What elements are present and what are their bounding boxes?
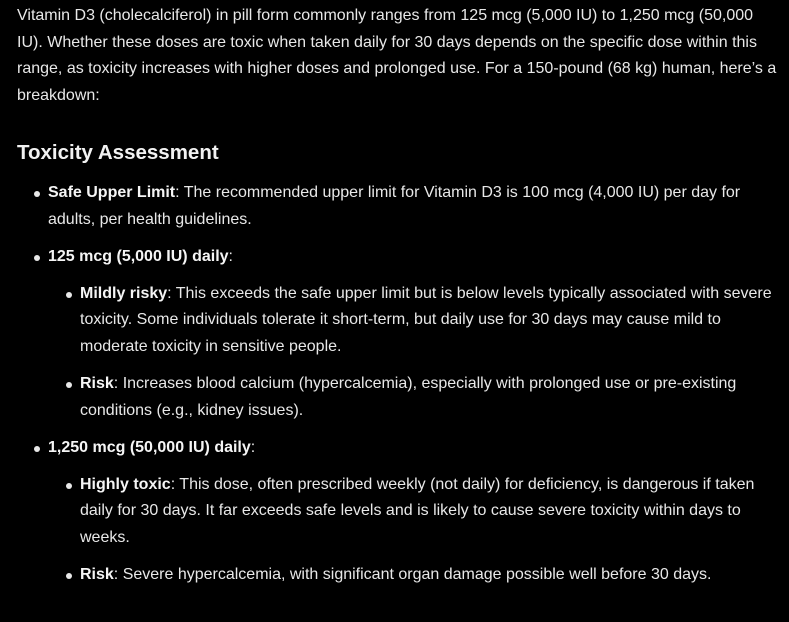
sub-item-label: Highly toxic xyxy=(80,475,171,493)
item-text: : xyxy=(228,248,233,265)
sub-item-label: Risk xyxy=(80,566,114,583)
bullet-icon xyxy=(66,292,72,298)
toxicity-list xyxy=(17,180,777,589)
sub-item-risk xyxy=(48,562,777,589)
sub-item-mildly-risky xyxy=(48,281,777,361)
bullet-icon xyxy=(66,573,72,579)
list-item-1250mcg xyxy=(17,435,777,589)
item-text: : xyxy=(250,439,256,456)
sub-item-text: : This exceeds the safe upper limit but is below levels typically associated with severe toxicity. Some individuals tolerate it short-term, but daily use for 30 days may cause mild to moderate toxicity in sensitive people. xyxy=(80,284,772,355)
section-heading: Toxicity Assessment xyxy=(17,141,219,164)
item-text: : The recommended upper limit for Vitamin D3 is 100 mcg (4,000 IU) per day for adults, per health guidelines. xyxy=(48,184,741,228)
sub-list xyxy=(48,281,777,425)
intro-paragraph: Vitamin D3 (cholecalciferol) in pill form commonly ranges from 125 mcg (5,000 IU) to 1,250 mcg (50,000 IU). Whether these doses are toxic when taken daily for 30 days depends on the specific dose within this range, as toxicity increases with higher doses and prolonged use. For a 150-pound (68 kg) human, here’s a breakdown: xyxy=(17,7,777,104)
sub-item-text: : This dose, often prescribed weekly (not daily) for deficiency, is dangerous if taken daily for 30 days. It far exceeds safe levels and is likely to cause severe toxicity within days to weeks. xyxy=(80,475,755,546)
list-item-safe-upper-limit xyxy=(17,180,777,233)
sub-item-text: : Increases blood calcium (hypercalcemia), especially with prolonged use or pre-existing conditions (e.g., kidney issues). xyxy=(80,375,737,419)
sub-item-text: : Severe hypercalcemia, with significant organ damage possible well before 30 days. xyxy=(113,566,712,583)
item-label: 125 mcg (5,000 IU) daily xyxy=(48,248,229,265)
bullet-icon xyxy=(34,446,40,452)
item-label: Safe Upper Limit xyxy=(48,184,176,201)
bullet-icon xyxy=(34,255,40,261)
sub-item-risk xyxy=(48,371,777,424)
bullet-icon xyxy=(66,483,72,489)
sub-item-label: Mildly risky xyxy=(80,284,168,302)
list-item-125mcg xyxy=(17,244,777,424)
sub-list xyxy=(48,472,777,589)
item-label: 1,250 mcg (50,000 IU) daily xyxy=(48,439,251,456)
bullet-icon xyxy=(34,191,40,197)
sub-item-label: Risk xyxy=(80,375,114,392)
sub-item-highly-toxic xyxy=(48,472,777,552)
bullet-icon xyxy=(66,382,72,388)
